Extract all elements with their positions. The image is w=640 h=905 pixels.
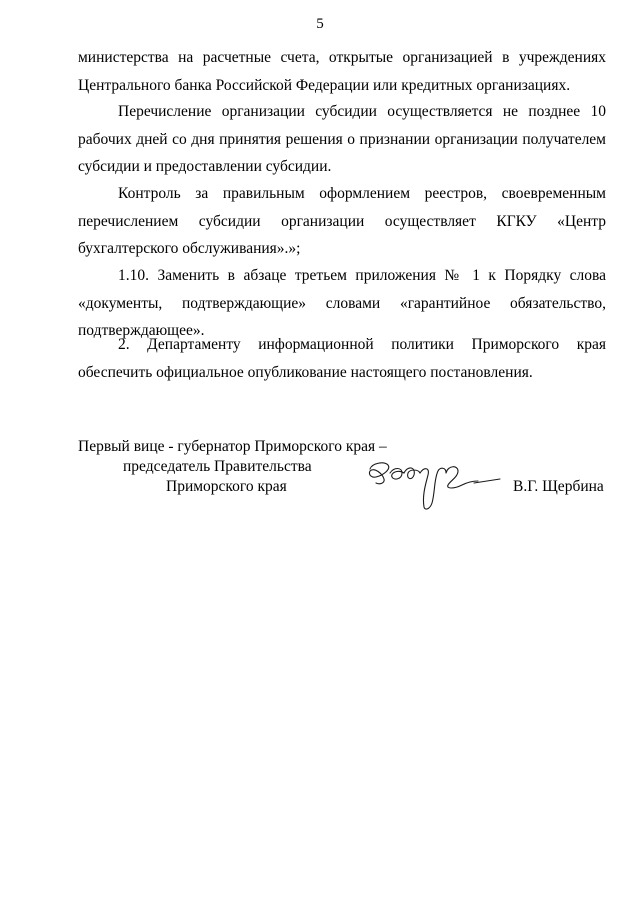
signatory-title-line-1: Первый вице - губернатор Приморского края – <box>78 438 387 455</box>
paragraph-settlement-accounts: министерства на расчетные счета, открытые организацией в учреждениях Центрального банка Российской Федерации или кредитных организациях. <box>78 49 606 94</box>
signatory-title-line-3: Приморского края <box>166 478 287 495</box>
paragraph-publication: 2. Департаменту информационной политики Приморского края обеспечить официальное опубликование настоящего постановления. <box>78 336 606 381</box>
signer-name: В.Г. Щербина <box>513 478 604 495</box>
page-number: 5 <box>316 16 324 32</box>
paragraph-control: Контроль за правильным оформлением реестров, своевременным перечислением субсидии организации осуществляет КГКУ «Центр бухгалтерского обслуживания».»; <box>78 185 606 257</box>
signatory-title-line-2: председатель Правительства <box>123 458 312 475</box>
signatory-title <box>78 437 387 497</box>
handwritten-signature <box>362 455 502 515</box>
paragraph-subsidy-transfer: Перечисление организации субсидии осуществляется не позднее 10 рабочих дней со дня принятия решения о признании организации получателем субсидии и предоставлении субсидии. <box>78 103 606 175</box>
paragraph-amendment-1-10: 1.10. Заменить в абзаце третьем приложения № 1 к Порядку слова «документы, подтверждающие» словами «гарантийное обязательство, подтверждающее». <box>78 267 606 339</box>
